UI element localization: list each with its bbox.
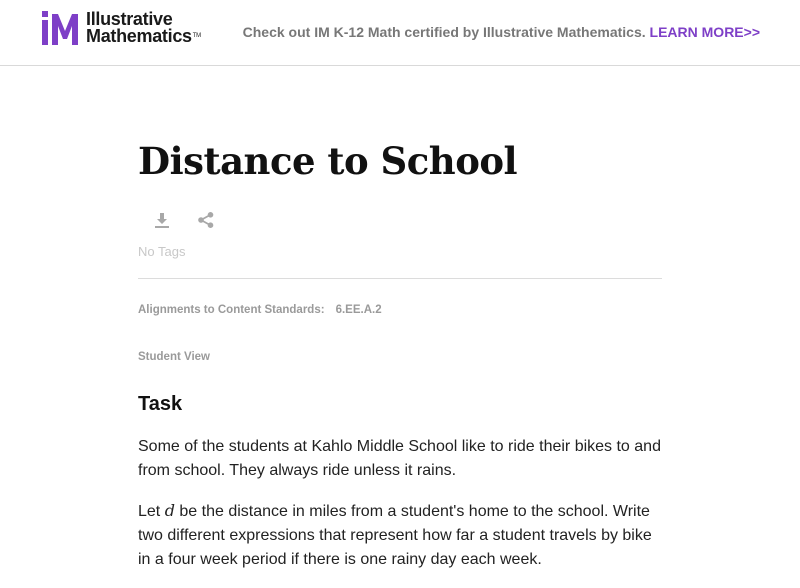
student-view-toggle[interactable]: Student View bbox=[138, 351, 210, 363]
logo-wordmark bbox=[86, 11, 201, 45]
learn-more-link[interactable]: LEARN MORE>> bbox=[649, 24, 760, 40]
logo-line-1: Illustrative bbox=[86, 9, 173, 29]
site-header bbox=[0, 0, 800, 66]
promo-text: Check out IM K-12 Math certified by Illustrative Mathematics. bbox=[242, 24, 646, 40]
im-logo-mark-icon bbox=[41, 11, 81, 47]
task-paragraph-2: Let d be the distance in miles from a student's home to the school. Write two different expressions that represent how far a student travels by bike in a four week period if there is one rainy day each week. bbox=[138, 501, 652, 568]
logo-trademark: TM bbox=[192, 33, 201, 39]
promo-banner bbox=[243, 24, 760, 40]
tags-list: No Tags bbox=[138, 244, 186, 259]
page-title: Distance to School bbox=[138, 139, 518, 183]
share-button[interactable] bbox=[194, 208, 218, 232]
task-actions bbox=[138, 208, 662, 232]
task-paragraph-1: Some of the students at Kahlo Middle School like to ride their bikes to and from school. They always ride unless it rains. bbox=[138, 438, 661, 479]
logo-line-2: Mathematics™ bbox=[86, 26, 201, 46]
download-icon bbox=[153, 211, 171, 229]
standards-label: Alignments to Content Standards: bbox=[138, 304, 325, 316]
task-heading: Task bbox=[138, 393, 183, 415]
main-content bbox=[138, 66, 662, 572]
standard-code-link[interactable]: 6.EE.A.2 bbox=[335, 304, 382, 316]
content-standards bbox=[138, 304, 662, 320]
share-icon bbox=[197, 211, 215, 229]
section-divider bbox=[138, 278, 662, 279]
illustrative-mathematics-logo[interactable] bbox=[41, 11, 201, 47]
variable-d: d bbox=[164, 501, 175, 520]
download-button[interactable] bbox=[150, 208, 174, 232]
